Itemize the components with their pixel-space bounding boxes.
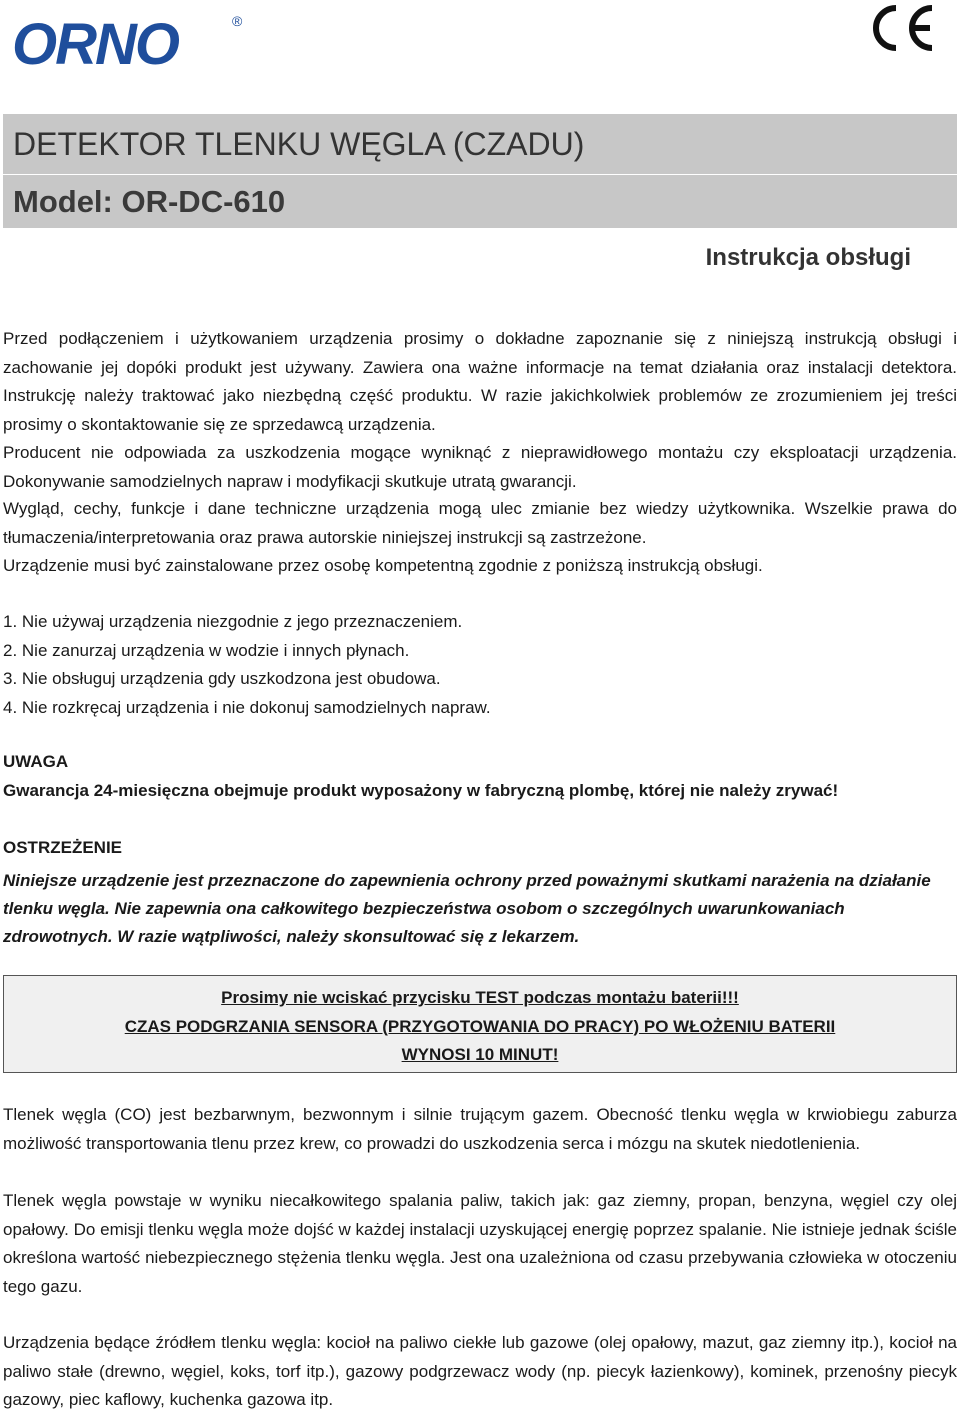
- changes-paragraph: Wygląd, cechy, funkcje i dane techniczne urządzenia mogą ulec zmianie bez wiedzy użytkownika. Wszelkie prawa do tłumaczenia/interpretowania oraz prawa autorskie niniejszej instrukcji są zastrzeżone.: [3, 499, 957, 547]
- co-sources-paragraph: Urządzenia będące źródłem tlenku węgla: kocioł na paliwo ciekłe lub gazowe (olej opałowy, mazut, gaz ziemny itp.), kocioł na paliwo stałe (drewno, węgiel, koks, torf itp.), gazowy podgrzewacz wody (np. piecyk łazienkowy), kominek, przenośny piecyk gazowy, piec kaflowy, kuchenka gazowa itp.: [3, 1333, 957, 1409]
- battery-notice-box: [3, 975, 957, 1073]
- intro-paragraph: Przed podłączeniem i użytkowaniem urządzenia prosimy o dokładne zapoznanie się z niniejszą instrukcją obsługi i zachowanie jej dopóki produkt jest używany. Zawiera ona ważne informacje na temat działania oraz instalacji detektora. Instrukcję należy traktować jako niezbędną część produktu. W razie jakichkolwiek problemów ze zrozumieniem jej treści prosimy o skontaktowanie się ze sprzedawcą urządzenia.: [3, 329, 957, 434]
- warning-text: Niniejsze urządzenie jest przeznaczone do zapewnienia ochrony przed poważnymi skutkami narażenia na działanie tlenku węgla. Nie zapewnia ona całkowitego bezpieczeństwa osobom o szczególnych uwarunkowaniach zdrowotnych. W razie wątpliwości, należy skonsultować się z lekarzem.: [3, 871, 931, 946]
- title-row: [3, 114, 957, 175]
- co-info-paragraph-2: Tlenek węgla powstaje w wyniku niecałkowitego spalania paliw, takich jak: gaz ziemny, propan, benzyna, węgiel czy olej opałowy. Do emisji tlenku węgla może dojść w każdej instalacji uzyskującej energię poprzez spalanie. Nie istnieje jednak ściśle określona wartość niebezpiecznego stężenia tlenku węgla. Jest ona uzależniona od czasu przebywania człowieka w otoczeniu tego gazu.: [3, 1191, 957, 1296]
- co-info-paragraph-1: Tlenek węgla (CO) jest bezbarwnym, bezwonnym i silnie trującym gazem. Obecność tlenku węgla w krwiobiegu zaburza możliwość transportowania tlenu przez krew, co prowadzi do uszkodzenia serca i mózgu na skutek niedotlenienia.: [3, 1105, 957, 1153]
- title-band: [3, 114, 957, 228]
- notice-line-2: CZAS PODGRZANIA SENSORA (PRZYGOTOWANIA DO PRACY) PO WŁOŻENIU BATERII: [124, 1016, 836, 1036]
- document-subtitle: Instrukcja obsługi: [705, 244, 911, 271]
- liability-paragraph: Producent nie odpowiada za uszkodzenia mogące wyniknąć z nieprawidłowego montażu czy eksploatacji urządzenia. Dokonywanie samodzielnych napraw i modyfikacji skutkuje utratą gwarancji.: [3, 443, 957, 491]
- document-title: DETEKTOR TLENKU WĘGLA (CZADU): [13, 126, 585, 162]
- warning-heading: OSTRZEŻENIE: [3, 838, 123, 857]
- list-item: 1. Nie używaj urządzenia niezgodnie z jego przeznaczeniem.: [3, 612, 463, 631]
- model-title: Model: OR-DC-610: [13, 184, 286, 219]
- list-item: 4. Nie rozkręcaj urządzenia i nie dokonuj samodzielnych napraw.: [3, 697, 491, 717]
- list-item: 3. Nie obsługuj urządzenia gdy uszkodzona jest obudowa.: [3, 669, 441, 688]
- uwaga-heading: UWAGA: [3, 752, 69, 771]
- notice-line-1: Prosimy nie wciskać przycisku TEST podczas montażu baterii!!!: [221, 988, 739, 1007]
- registered-mark: ®: [232, 13, 243, 29]
- notice-line-3: WYNOSI 10 MINUT!: [401, 1045, 559, 1064]
- installer-paragraph: Urządzenie musi być zainstalowane przez osobę kompetentną zgodnie z poniższą instrukcją obsługi.: [3, 556, 763, 575]
- orno-logo: [10, 6, 250, 72]
- ce-mark-icon: [864, 2, 936, 54]
- list-item: 2. Nie zanurzaj urządzenia w wodzie i innych płynach.: [3, 640, 410, 660]
- safety-rules-list: [3, 608, 491, 722]
- logo-text: ORNO: [12, 12, 178, 72]
- uwaga-text: Gwarancja 24-miesięczna obejmuje produkt wyposażony w fabryczną plombę, której nie należy zrywać!: [3, 781, 839, 800]
